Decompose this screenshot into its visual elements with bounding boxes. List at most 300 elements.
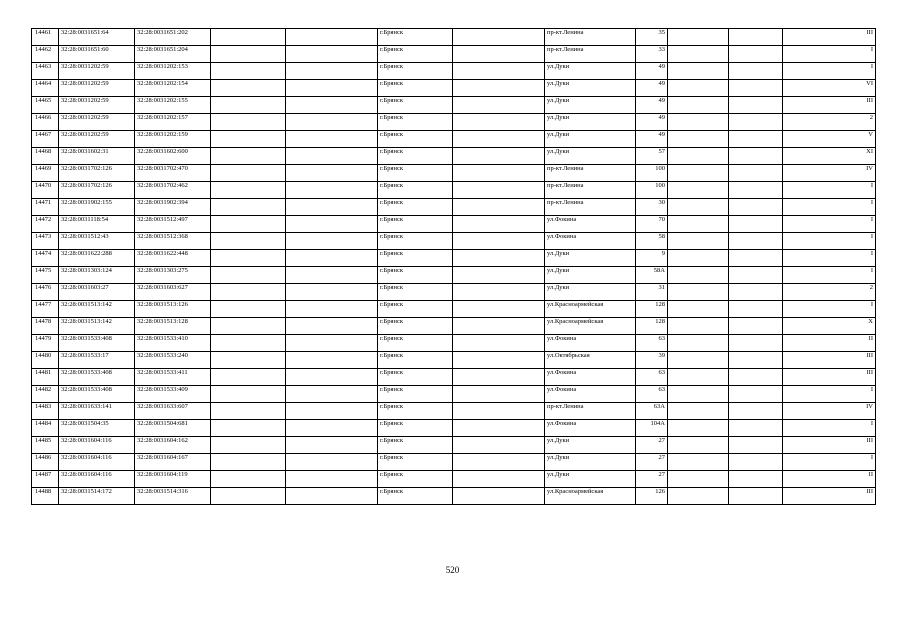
- table-cell: 32:28:0031202:159: [135, 131, 211, 148]
- table-cell: [668, 250, 729, 267]
- table-row: [32, 318, 876, 335]
- table-cell: 32:28:0031202:154: [135, 80, 211, 97]
- table-cell: I: [783, 46, 876, 63]
- table-cell: [211, 267, 286, 284]
- table-cell: [211, 284, 286, 301]
- table-cell: г.Брянск: [378, 182, 453, 199]
- table-cell: г.Брянск: [378, 114, 453, 131]
- table-cell: [729, 301, 783, 318]
- table-row: [32, 284, 876, 301]
- table-cell: [286, 63, 378, 80]
- table-cell: 32:28:0031603:27: [59, 284, 135, 301]
- table-cell: [286, 267, 378, 284]
- table-cell: [286, 318, 378, 335]
- table-cell: [286, 80, 378, 97]
- table-cell: I: [783, 63, 876, 80]
- table-cell: 32:28:0031604:167: [135, 454, 211, 471]
- table-cell: 100: [636, 165, 668, 182]
- table-cell: VI: [783, 80, 876, 97]
- table-cell: III: [783, 437, 876, 454]
- table-cell: [211, 148, 286, 165]
- table-cell: ул.Красноармейская: [545, 301, 636, 318]
- table-cell: 32:28:0031603:627: [135, 284, 211, 301]
- table-cell: г.Брянск: [378, 165, 453, 182]
- table-cell: 14485: [32, 437, 59, 454]
- table-cell: [453, 335, 545, 352]
- table-cell: 14488: [32, 488, 59, 505]
- table-cell: ул.Фокина: [545, 420, 636, 437]
- table-cell: 39: [636, 352, 668, 369]
- table-cell: 14467: [32, 131, 59, 148]
- table-cell: [286, 437, 378, 454]
- table-cell: 32:28:0031202:59: [59, 63, 135, 80]
- table-cell: [668, 233, 729, 250]
- table-cell: [286, 233, 378, 250]
- table-cell: 14466: [32, 114, 59, 131]
- table-cell: г.Брянск: [378, 352, 453, 369]
- table-cell: 14480: [32, 352, 59, 369]
- table-row: [32, 369, 876, 386]
- table-cell: [729, 318, 783, 335]
- table-cell: [668, 46, 729, 63]
- table-cell: 32:28:0031513:126: [135, 301, 211, 318]
- table-cell: [453, 233, 545, 250]
- table-cell: 32:28:0031622:448: [135, 250, 211, 267]
- table-cell: [453, 454, 545, 471]
- table-cell: 63: [636, 335, 668, 352]
- table-cell: [211, 301, 286, 318]
- table-cell: [729, 335, 783, 352]
- table-cell: [453, 114, 545, 131]
- table-cell: 32:28:0031512:43: [59, 233, 135, 250]
- table-row: [32, 199, 876, 216]
- table-cell: 32:28:0031533:411: [135, 369, 211, 386]
- table-cell: [286, 386, 378, 403]
- table-cell: IV: [783, 403, 876, 420]
- table-cell: [211, 369, 286, 386]
- table-cell: 14472: [32, 216, 59, 233]
- table-cell: [286, 284, 378, 301]
- table-cell: 70: [636, 216, 668, 233]
- table-cell: ул.Фокина: [545, 233, 636, 250]
- table-cell: 49: [636, 97, 668, 114]
- table-cell: 32:28:0031702:470: [135, 165, 211, 182]
- table-cell: 32:28:0031702:126: [59, 182, 135, 199]
- table-cell: [453, 352, 545, 369]
- table-cell: ул.Красноармейская: [545, 318, 636, 335]
- table-cell: 32:28:0031202:59: [59, 80, 135, 97]
- table-cell: ул.Красноармейская: [545, 488, 636, 505]
- table-cell: [668, 182, 729, 199]
- table-row: [32, 437, 876, 454]
- table-cell: 32:28:0031118:54: [59, 216, 135, 233]
- table-cell: 58А: [636, 267, 668, 284]
- table-cell: 2: [783, 114, 876, 131]
- table-cell: III: [783, 352, 876, 369]
- table-cell: [668, 97, 729, 114]
- table-cell: 14470: [32, 182, 59, 199]
- table-cell: г.Брянск: [378, 29, 453, 46]
- table-cell: [211, 80, 286, 97]
- table-cell: 32:28:0031602:600: [135, 148, 211, 165]
- table-cell: [668, 284, 729, 301]
- table-cell: [453, 420, 545, 437]
- table-cell: ул.Дуки: [545, 454, 636, 471]
- table-cell: 49: [636, 131, 668, 148]
- table-cell: 49: [636, 114, 668, 131]
- table-cell: 9: [636, 250, 668, 267]
- table-cell: II: [783, 335, 876, 352]
- table-cell: г.Брянск: [378, 216, 453, 233]
- table-cell: 32:28:0031533:410: [135, 335, 211, 352]
- table-cell: [668, 488, 729, 505]
- table-cell: [668, 131, 729, 148]
- table-cell: 14464: [32, 80, 59, 97]
- table-cell: [286, 46, 378, 63]
- table-row: [32, 165, 876, 182]
- table-cell: 32:28:0031604:116: [59, 454, 135, 471]
- table-cell: 14484: [32, 420, 59, 437]
- table-cell: 63А: [636, 403, 668, 420]
- table-cell: 32:28:0031202:59: [59, 131, 135, 148]
- table-cell: 14474: [32, 250, 59, 267]
- table-cell: [286, 148, 378, 165]
- table-cell: 32:28:0031513:128: [135, 318, 211, 335]
- table-cell: I: [783, 267, 876, 284]
- table-cell: [729, 216, 783, 233]
- table-cell: 14482: [32, 386, 59, 403]
- table-cell: г.Брянск: [378, 46, 453, 63]
- table-cell: V: [783, 131, 876, 148]
- table-cell: 35: [636, 29, 668, 46]
- table-cell: [729, 250, 783, 267]
- table-cell: [729, 97, 783, 114]
- table-cell: [729, 386, 783, 403]
- table-cell: [729, 233, 783, 250]
- table-row: [32, 454, 876, 471]
- table-cell: [668, 165, 729, 182]
- table-row: [32, 301, 876, 318]
- table-cell: 32:28:0031533:408: [59, 335, 135, 352]
- table-cell: 27: [636, 454, 668, 471]
- table-cell: 14477: [32, 301, 59, 318]
- table-row: [32, 80, 876, 97]
- table-cell: [211, 97, 286, 114]
- table-cell: [729, 488, 783, 505]
- table-cell: г.Брянск: [378, 335, 453, 352]
- table-cell: 33: [636, 46, 668, 63]
- table-cell: [211, 403, 286, 420]
- table-cell: пр-кт.Ленина: [545, 199, 636, 216]
- table-cell: 49: [636, 63, 668, 80]
- table-cell: [286, 335, 378, 352]
- table-cell: [453, 165, 545, 182]
- table-cell: [668, 352, 729, 369]
- table-cell: [286, 352, 378, 369]
- table-cell: г.Брянск: [378, 250, 453, 267]
- table-cell: [453, 301, 545, 318]
- table-cell: пр-кт.Ленина: [545, 46, 636, 63]
- table-cell: [453, 80, 545, 97]
- table-cell: ул.Фокина: [545, 216, 636, 233]
- table-cell: [453, 199, 545, 216]
- table-cell: г.Брянск: [378, 233, 453, 250]
- table-cell: I: [783, 454, 876, 471]
- table-cell: пр-кт.Ленина: [545, 403, 636, 420]
- table-cell: [729, 284, 783, 301]
- table-cell: [453, 488, 545, 505]
- table-cell: [211, 454, 286, 471]
- table-cell: 126: [636, 488, 668, 505]
- table-cell: 100: [636, 182, 668, 199]
- table-cell: III: [783, 29, 876, 46]
- table-cell: г.Брянск: [378, 437, 453, 454]
- table-cell: ул.Дуки: [545, 80, 636, 97]
- table-cell: 14465: [32, 97, 59, 114]
- table-cell: 32:28:0031303:124: [59, 267, 135, 284]
- table-cell: [453, 182, 545, 199]
- table-cell: ул.Дуки: [545, 114, 636, 131]
- table-cell: 14478: [32, 318, 59, 335]
- table-cell: 32:28:0031651:64: [59, 29, 135, 46]
- table-cell: 32:28:0031622:288: [59, 250, 135, 267]
- table-cell: [286, 199, 378, 216]
- table-cell: [668, 63, 729, 80]
- table-cell: [668, 148, 729, 165]
- table-cell: [668, 437, 729, 454]
- table-cell: [286, 165, 378, 182]
- table-cell: 14479: [32, 335, 59, 352]
- table-cell: [211, 250, 286, 267]
- table-cell: [453, 369, 545, 386]
- table-cell: [668, 335, 729, 352]
- table-cell: [453, 131, 545, 148]
- table-cell: XI: [783, 148, 876, 165]
- table-cell: г.Брянск: [378, 318, 453, 335]
- table-row: [32, 216, 876, 233]
- table-cell: г.Брянск: [378, 148, 453, 165]
- table-row: [32, 46, 876, 63]
- table-row: [32, 250, 876, 267]
- table-cell: [668, 114, 729, 131]
- table-cell: 27: [636, 437, 668, 454]
- table-cell: 32:28:0031604:116: [59, 437, 135, 454]
- table-body: [32, 29, 876, 505]
- table-cell: ул.Фокина: [545, 335, 636, 352]
- table-cell: [286, 29, 378, 46]
- table-cell: II: [783, 471, 876, 488]
- table-cell: [453, 63, 545, 80]
- table-cell: г.Брянск: [378, 454, 453, 471]
- table-cell: 32:28:0031303:275: [135, 267, 211, 284]
- table-cell: [729, 148, 783, 165]
- table-cell: ул.Дуки: [545, 437, 636, 454]
- table-cell: [668, 369, 729, 386]
- table-cell: 32:28:0031651:202: [135, 29, 211, 46]
- table-cell: 14462: [32, 46, 59, 63]
- table-cell: I: [783, 233, 876, 250]
- table-cell: 32:28:0031513:142: [59, 318, 135, 335]
- table-cell: [211, 437, 286, 454]
- table-cell: I: [783, 301, 876, 318]
- table-cell: г.Брянск: [378, 386, 453, 403]
- table-cell: [453, 403, 545, 420]
- table-cell: [286, 97, 378, 114]
- table-cell: [286, 131, 378, 148]
- table-cell: [729, 80, 783, 97]
- table-cell: [286, 182, 378, 199]
- table-row: [32, 386, 876, 403]
- table-cell: г.Брянск: [378, 471, 453, 488]
- table-cell: 14471: [32, 199, 59, 216]
- table-cell: [453, 97, 545, 114]
- table-cell: 104А: [636, 420, 668, 437]
- table-cell: [211, 46, 286, 63]
- table-cell: 32:28:0031202:157: [135, 114, 211, 131]
- table-cell: 63: [636, 386, 668, 403]
- table-cell: [286, 216, 378, 233]
- table-row: [32, 335, 876, 352]
- table-cell: III: [783, 488, 876, 505]
- table-cell: г.Брянск: [378, 369, 453, 386]
- table-cell: [729, 420, 783, 437]
- table-cell: [729, 199, 783, 216]
- table-cell: [668, 301, 729, 318]
- table-cell: [453, 318, 545, 335]
- table-cell: 32:28:0031533:408: [59, 369, 135, 386]
- table-row: [32, 267, 876, 284]
- table-cell: 14481: [32, 369, 59, 386]
- table-cell: III: [783, 369, 876, 386]
- table-cell: [668, 318, 729, 335]
- table-cell: 14461: [32, 29, 59, 46]
- table-row: [32, 63, 876, 80]
- table-cell: [453, 148, 545, 165]
- table-cell: 32:28:0031533:240: [135, 352, 211, 369]
- table-cell: [286, 454, 378, 471]
- table-cell: ул.Дуки: [545, 471, 636, 488]
- table-cell: [211, 63, 286, 80]
- table-cell: г.Брянск: [378, 301, 453, 318]
- table-row: [32, 182, 876, 199]
- table-cell: [729, 352, 783, 369]
- table-cell: 32:28:0031702:126: [59, 165, 135, 182]
- table-cell: 14473: [32, 233, 59, 250]
- table-cell: 32:28:0031504:681: [135, 420, 211, 437]
- table-cell: [668, 454, 729, 471]
- table-cell: [453, 284, 545, 301]
- table-cell: [729, 369, 783, 386]
- table-cell: [668, 420, 729, 437]
- table-cell: ул.Дуки: [545, 284, 636, 301]
- table-cell: ул.Октябрьская: [545, 352, 636, 369]
- table-cell: I: [783, 199, 876, 216]
- table-cell: [286, 420, 378, 437]
- table-cell: I: [783, 386, 876, 403]
- table-cell: ул.Дуки: [545, 131, 636, 148]
- table-cell: г.Брянск: [378, 488, 453, 505]
- table-cell: [668, 216, 729, 233]
- table-cell: 14469: [32, 165, 59, 182]
- table-cell: [211, 165, 286, 182]
- table-cell: [453, 29, 545, 46]
- table-cell: III: [783, 97, 876, 114]
- table-cell: г.Брянск: [378, 420, 453, 437]
- table-cell: 14476: [32, 284, 59, 301]
- table-cell: 32:28:0031651:204: [135, 46, 211, 63]
- table-cell: [211, 233, 286, 250]
- table-cell: [286, 114, 378, 131]
- table-cell: [668, 267, 729, 284]
- table-cell: [286, 250, 378, 267]
- table-cell: [211, 471, 286, 488]
- table-cell: г.Брянск: [378, 131, 453, 148]
- table-cell: ул.Фокина: [545, 369, 636, 386]
- table-cell: [286, 403, 378, 420]
- table-cell: г.Брянск: [378, 63, 453, 80]
- table-row: [32, 114, 876, 131]
- table-row: [32, 233, 876, 250]
- table-cell: пр-кт.Ленина: [545, 182, 636, 199]
- table-cell: 32:28:0031702:462: [135, 182, 211, 199]
- table-cell: [453, 437, 545, 454]
- table-cell: ул.Фокина: [545, 386, 636, 403]
- table-cell: 14487: [32, 471, 59, 488]
- table-cell: [729, 114, 783, 131]
- table-cell: [729, 131, 783, 148]
- table-cell: 32:28:0031512:368: [135, 233, 211, 250]
- table-cell: [211, 386, 286, 403]
- table-cell: 58: [636, 233, 668, 250]
- table-cell: [211, 114, 286, 131]
- table-row: [32, 148, 876, 165]
- table-cell: 32:28:0031602:31: [59, 148, 135, 165]
- table-cell: 49: [636, 80, 668, 97]
- table-row: [32, 471, 876, 488]
- table-cell: [211, 216, 286, 233]
- table-cell: 32:28:0031514:172: [59, 488, 135, 505]
- table-cell: 32:28:0031202:59: [59, 97, 135, 114]
- table-cell: 14475: [32, 267, 59, 284]
- table-row: [32, 29, 876, 46]
- table-cell: 128: [636, 318, 668, 335]
- table-cell: [453, 46, 545, 63]
- table-cell: 32:28:0031202:153: [135, 63, 211, 80]
- table-cell: [453, 216, 545, 233]
- table-cell: I: [783, 216, 876, 233]
- table-cell: [211, 488, 286, 505]
- table-cell: 32:28:0031604:162: [135, 437, 211, 454]
- table-cell: 128: [636, 301, 668, 318]
- table-cell: [729, 403, 783, 420]
- table-cell: [286, 369, 378, 386]
- table-cell: 2: [783, 284, 876, 301]
- table-cell: 31: [636, 284, 668, 301]
- table-row: [32, 131, 876, 148]
- table-cell: 27: [636, 471, 668, 488]
- table-cell: 32:28:0031514:316: [135, 488, 211, 505]
- table-cell: ул.Дуки: [545, 267, 636, 284]
- table-cell: г.Брянск: [378, 267, 453, 284]
- table-cell: [211, 318, 286, 335]
- table-cell: [453, 471, 545, 488]
- table-cell: 32:28:0031651:60: [59, 46, 135, 63]
- table-cell: [729, 471, 783, 488]
- table-cell: 32:28:0031902:394: [135, 199, 211, 216]
- table-cell: пр-кт.Ленина: [545, 165, 636, 182]
- table-cell: [729, 454, 783, 471]
- table-cell: 32:28:0031533:409: [135, 386, 211, 403]
